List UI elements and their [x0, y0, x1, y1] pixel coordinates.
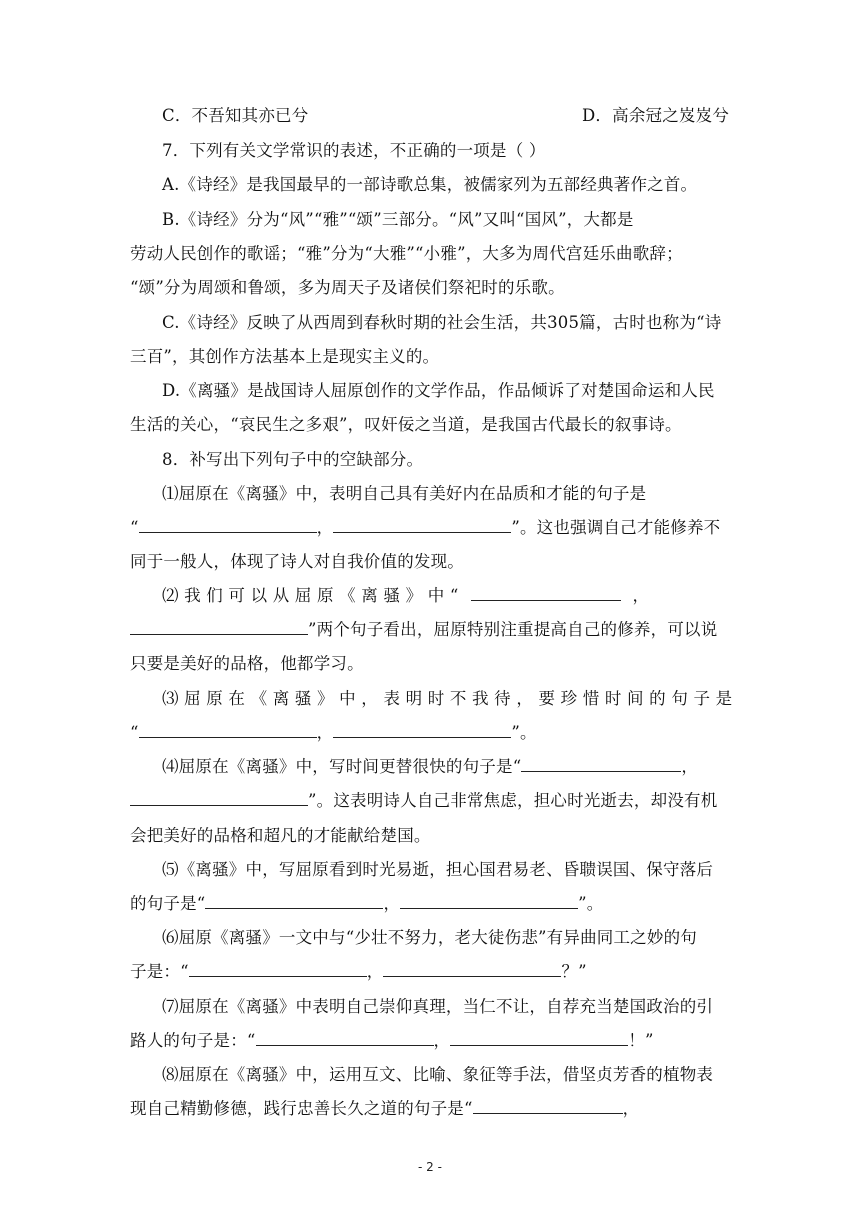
- page-number: - 2 -: [418, 1160, 442, 1174]
- q7-option-c-line2: 三百”，其创作方法基本上是现实主义的。: [130, 347, 440, 366]
- answer-blank[interactable]: [383, 962, 561, 977]
- q6-options-row: [162, 106, 730, 126]
- q8-item8-line2: [130, 1099, 639, 1119]
- q8-item1-line3: 同于一般人，体现了诗人对自我价值的发现。: [130, 552, 464, 571]
- q8-item1-line1: ⑴屈原在《离骚》中，表明自己具有美好内在品质和才能的句子是: [162, 484, 647, 503]
- answer-blank[interactable]: [256, 1031, 434, 1046]
- answer-blank[interactable]: [521, 757, 681, 772]
- q7-stem: 7．下列有关文学常识的表述，不正确的一项是（ ）: [162, 141, 546, 160]
- q8-item3-line1: ⑶ 屈 原 在 《 离 骚 》 中 ， 表 明 时 不 我 待 ， 要 珍 惜 时 间 的 句 子 是: [162, 689, 733, 708]
- q8-item5-line2: [130, 894, 603, 914]
- answer-blank[interactable]: [450, 1031, 628, 1046]
- answer-blank[interactable]: [130, 791, 308, 806]
- q8-item3-line2: [130, 723, 537, 743]
- item5-tail: ”。: [578, 894, 604, 913]
- answer-blank[interactable]: [333, 723, 511, 738]
- comma: ，: [383, 894, 401, 913]
- comma: ，: [316, 518, 334, 537]
- q8-item4-line2: [130, 791, 717, 811]
- item6-lead: 子是：“: [130, 962, 189, 981]
- q8-item4-line3: 会把美好的品格和超凡的才能献给楚国。: [130, 826, 431, 845]
- q7-option-d-line1: D.《离骚》是战国诗人屈原创作的文学作品，作品倾诉了对楚国命运和人民: [162, 381, 715, 400]
- q8-item1-line2: [130, 518, 720, 538]
- item8-lead: 现自己精勤修德，践行忠善长久之道的句子是“: [130, 1099, 473, 1118]
- comma: ，: [681, 757, 699, 776]
- q8-item6-line2: [130, 962, 587, 982]
- open-quote: “: [130, 723, 139, 742]
- q7-option-c-line1: C.《诗经》反映了从西周到春秋时期的社会生活，共305篇，古时也称为“诗: [162, 313, 722, 332]
- item4-lead: ⑷屈原在《离骚》中，写时间更替很快的句子是“: [162, 757, 522, 776]
- q6-option-d: D．高余冠之岌岌兮: [582, 106, 730, 125]
- q8-item7-line2: [130, 1031, 654, 1051]
- item2-tail: ”两个句子看出，屈原特别注重提高自己的修养，可以说: [308, 620, 718, 639]
- item6-tail: ？”: [561, 962, 587, 981]
- answer-blank[interactable]: [139, 518, 317, 533]
- answer-blank[interactable]: [400, 894, 578, 909]
- q8-item5-line1: ⑸《离骚》中，写屈原看到时光易逝，担心国君易老、昏聩误国、保守落后: [162, 860, 714, 879]
- answer-blank[interactable]: [333, 518, 511, 533]
- answer-blank[interactable]: [139, 723, 317, 738]
- answer-blank[interactable]: [473, 1099, 623, 1114]
- item7-lead: 路人的句子是：“: [130, 1031, 256, 1050]
- q7-option-b-line1: B.《诗经》分为“风”“雅”“颂”三部分。“风”又叫“国风”，大都是: [162, 210, 634, 229]
- item5-lead: 的句子是“: [130, 894, 206, 913]
- q6-option-c: C．不吾知其亦已兮: [162, 106, 309, 125]
- q7-option-d-line2: 生活的关心，“哀民生之多艰”，叹奸佞之当道，是我国古代最长的叙事诗。: [130, 415, 682, 434]
- comma: ，: [366, 962, 384, 981]
- q8-stem: 8．补写出下列句子中的空缺部分。: [162, 450, 424, 469]
- comma: ，: [316, 723, 334, 742]
- answer-blank[interactable]: [189, 962, 367, 977]
- comma: ，: [622, 1099, 640, 1118]
- q7-option-a: A.《诗经》是我国最早的一部诗歌总集，被儒家列为五部经典著作之首。: [162, 175, 698, 194]
- q7-option-b-line3: “颂”分为周颂和鲁颂，多为周天子及诸侯们祭祀时的乐歌。: [130, 278, 565, 297]
- q7-option-b-line2: 劳动人民创作的歌谣；“雅”分为“大雅”“小雅”，大多为周代宫廷乐曲歌辞；: [130, 244, 683, 263]
- q8-item2-line2: [130, 620, 717, 640]
- comma: ，: [433, 1031, 451, 1050]
- comma: ，: [632, 586, 650, 605]
- q8-item7-line1: ⑺屈原在《离骚》中表明自己崇仰真理，当仁不让，自荐充当楚国政治的引: [162, 997, 714, 1016]
- answer-blank[interactable]: [471, 586, 621, 601]
- item7-tail: ！”: [628, 1031, 654, 1050]
- item3-tail: ”。: [511, 723, 537, 742]
- q8-item2-line1: [162, 586, 649, 606]
- item2-lead: ⑵ 我 们 可 以 从 屈 原 《 离 骚 》 中 “: [162, 586, 459, 605]
- answer-blank[interactable]: [130, 620, 308, 635]
- q8-item8-line1: ⑻屈原在《离骚》中，运用互文、比喻、象征等手法，借坚贞芳香的植物表: [162, 1065, 714, 1084]
- q8-item6-line1: ⑹屈原《离骚》一文中与“少壮不努力，老大徒伤悲”有异曲同工之妙的句: [162, 928, 697, 947]
- q8-item4-line1: [162, 757, 698, 777]
- open-quote: “: [130, 518, 139, 537]
- answer-blank[interactable]: [205, 894, 383, 909]
- q8-item2-line3: 只要是美好的品格，他都学习。: [130, 654, 364, 673]
- item4-tail: ”。这表明诗人自己非常焦虑，担心时光逝去，却没有机: [308, 791, 718, 810]
- item1-tail: ”。这也强调自己才能修养不: [511, 518, 721, 537]
